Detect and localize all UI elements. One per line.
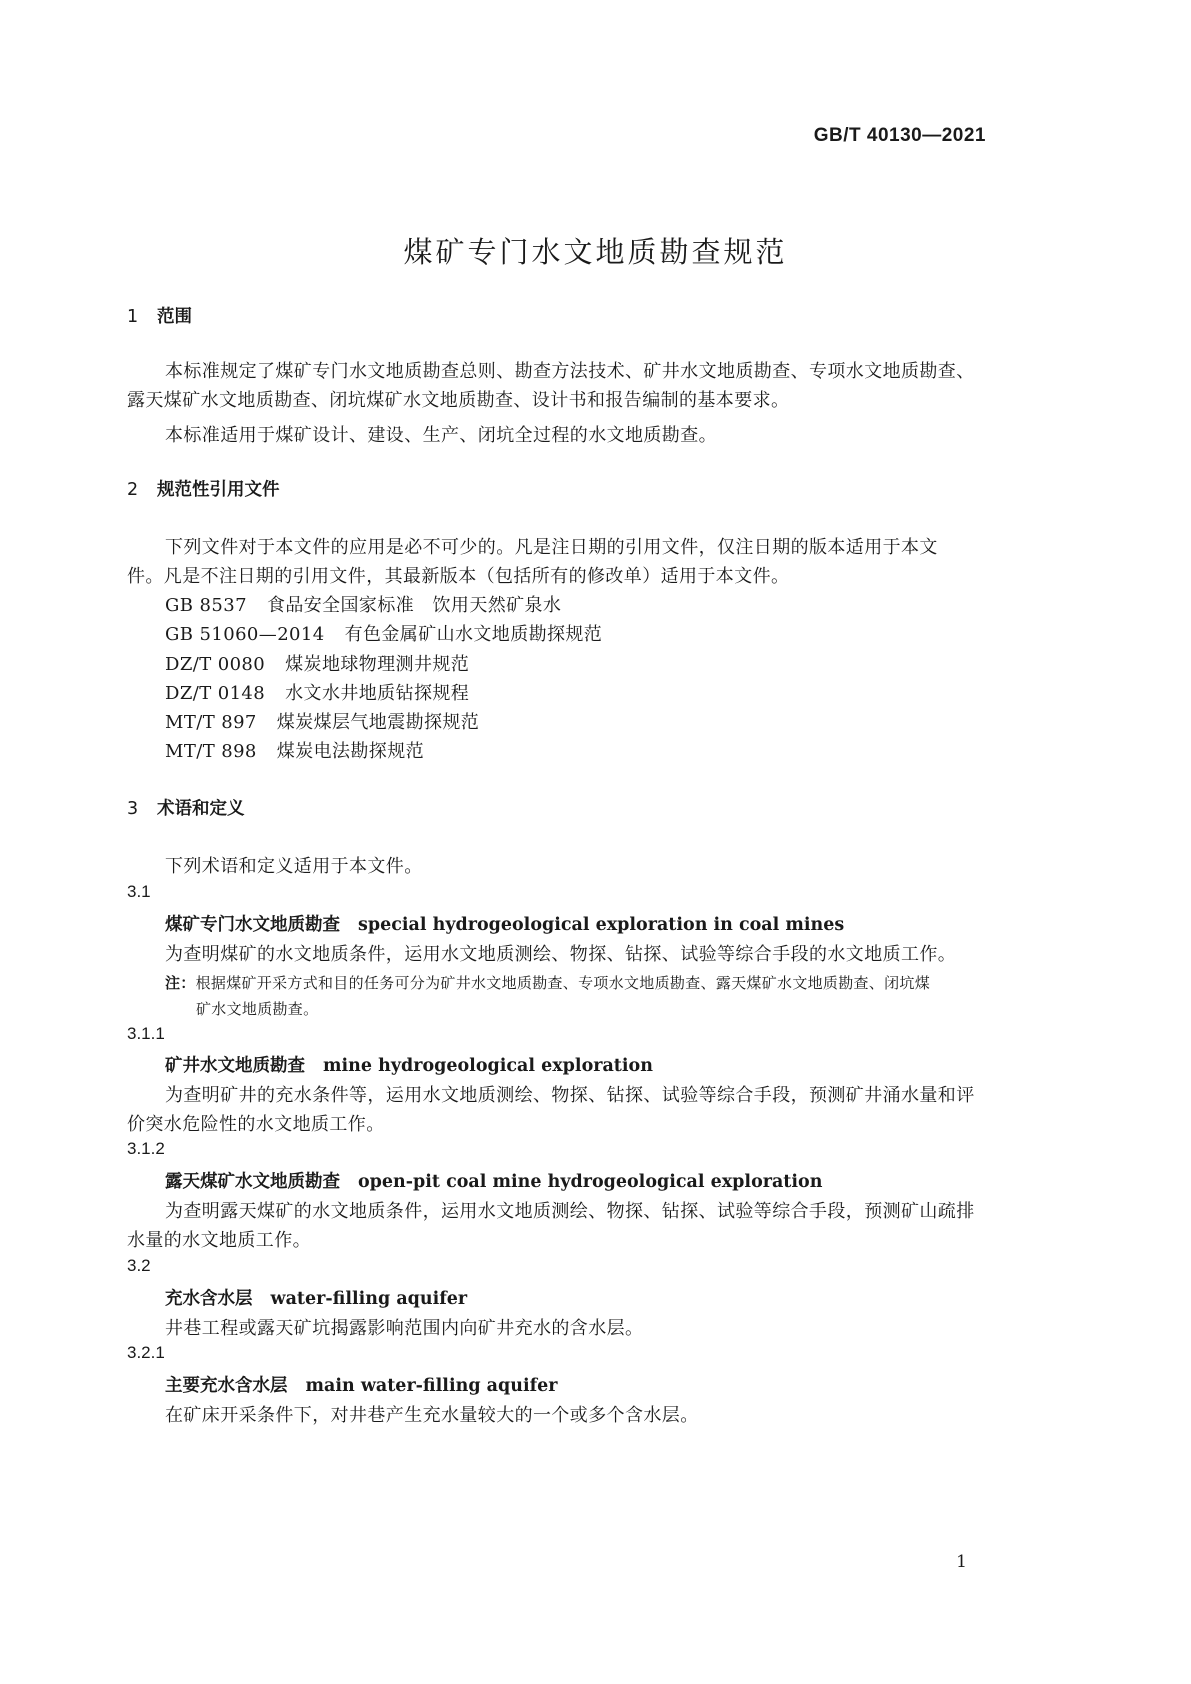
paragraph-line: 露天煤矿水文地质勘查、闭坑煤矿水文地质勘查、设计书和报告编制的基本要求。 [127, 390, 790, 411]
term-note-continued: 矿水文地质勘查。 [196, 1000, 319, 1018]
term-english: mine hydrogeological exploration [323, 1056, 653, 1076]
term-chinese: 矿井水文地质勘查 [165, 1056, 305, 1076]
reference-code: MT/T 898 [165, 741, 257, 762]
term-note [165, 972, 930, 993]
section-number: 3 [127, 799, 139, 819]
term-entry [165, 1372, 557, 1397]
term-definition: 为查明露天煤矿的水文地质条件，运用水文地质测绘、物探、钻探、试验等综合手段，预测矿山疏排 [165, 1201, 975, 1222]
term-chinese: 主要充水含水层 [165, 1376, 288, 1396]
term-definition: 井巷工程或露天矿坑揭露影响范围内向矿井充水的含水层。 [165, 1318, 644, 1339]
paragraph-line: 下列文件对于本文件的应用是必不可少的。凡是注日期的引用文件，仅注日期的版本适用于本文 [165, 537, 938, 558]
term-number: 3.1.2 [127, 1139, 165, 1158]
reference-name: 煤炭地球物理测井规范 [285, 654, 470, 675]
page-number: 1 [956, 1552, 967, 1572]
note-text: 根据煤矿开采方式和目的任务可分为矿井水文地质勘查、专项水文地质勘查、露天煤矿水文地质勘查、闭坑煤 [195, 974, 931, 992]
reference-name: 煤炭煤层气地震勘探规范 [276, 712, 480, 733]
reference-item [165, 708, 479, 734]
term-entry [165, 1052, 653, 1077]
paragraph-line: 本标准规定了煤矿专门水文地质勘查总则、勘查方法技术、矿井水文地质勘查、专项水文地质勘查、 [165, 361, 975, 382]
reference-item [165, 620, 602, 646]
reference-item [165, 591, 561, 617]
term-english: special hydrogeological exploration in coal mines [358, 915, 845, 935]
term-number: 3.1.1 [127, 1024, 165, 1043]
reference-code: DZ/T 0148 [165, 683, 266, 704]
reference-name: 煤炭电法勘探规范 [276, 741, 424, 762]
term-definition: 水量的水文地质工作。 [127, 1230, 311, 1251]
reference-item [165, 679, 469, 705]
paragraph-line: 件。凡是不注日期的引用文件，其最新版本（包括所有的修改单）适用于本文件。 [127, 566, 790, 587]
term-definition: 价突水危险性的水文地质工作。 [127, 1114, 385, 1135]
term-english: main water-filling aquifer [305, 1376, 558, 1396]
term-definition: 在矿床开采条件下，对井巷产生充水量较大的一个或多个含水层。 [165, 1405, 699, 1426]
term-entry [165, 911, 844, 936]
term-entry [165, 1285, 467, 1310]
term-chinese: 充水含水层 [165, 1289, 253, 1309]
reference-name: 有色金属矿山水文地质勘探规范 [344, 624, 603, 645]
term-english: open-pit coal mine hydrogeological exploration [358, 1172, 823, 1192]
term-number: 3.2.1 [127, 1343, 165, 1362]
reference-code: DZ/T 0080 [165, 654, 266, 675]
section-title: 规范性引用文件 [157, 480, 280, 500]
section-title: 范围 [157, 307, 192, 327]
term-number: 3.1 [127, 882, 151, 901]
term-entry [165, 1168, 822, 1193]
reference-item [165, 650, 469, 676]
paragraph-line: 本标准适用于煤矿设计、建设、生产、闭坑全过程的水文地质勘查。 [165, 425, 717, 446]
section-title: 术语和定义 [157, 799, 245, 819]
reference-code: GB 8537 [165, 595, 247, 616]
term-chinese: 露天煤矿水文地质勘查 [165, 1172, 340, 1192]
term-definition: 为查明矿井的充水条件等，运用水文地质测绘、物探、钻探、试验等综合手段，预测矿井涌水量和评 [165, 1085, 975, 1106]
reference-code: GB 51060—2014 [165, 624, 325, 645]
term-chinese: 煤矿专门水文地质勘查 [165, 915, 340, 935]
section-number: 1 [127, 307, 139, 327]
section-heading-scope [127, 303, 192, 328]
reference-name: 水文水井地质钻探规程 [285, 683, 470, 704]
document-title: 煤矿专门水文地质勘查规范 [403, 235, 788, 269]
paragraph-line: 下列术语和定义适用于本文件。 [165, 856, 423, 877]
standard-code: GB/T 40130—2021 [813, 125, 986, 146]
reference-code: MT/T 897 [165, 712, 257, 733]
reference-item [165, 737, 424, 763]
term-english: water-filling aquifer [270, 1289, 468, 1309]
term-number: 3.2 [127, 1256, 151, 1275]
term-definition: 为查明煤矿的水文地质条件，运用水文地质测绘、物探、钻探、试验等综合手段的水文地质工作。 [165, 944, 957, 965]
section-heading-terms-definitions [127, 795, 245, 820]
note-label: 注： [165, 974, 196, 992]
reference-name: 食品安全国家标准 饮用天然矿泉水 [266, 595, 562, 616]
section-heading-normative-references [127, 476, 280, 501]
section-number: 2 [127, 480, 139, 500]
